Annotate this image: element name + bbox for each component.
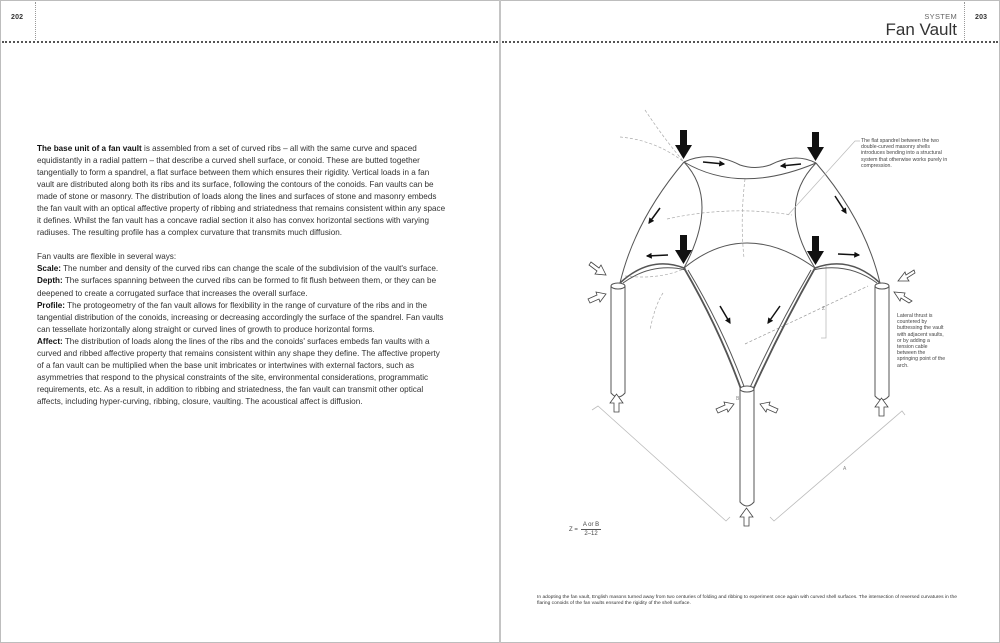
header-rule-left: [2, 41, 498, 43]
page-number-right: 203: [975, 14, 988, 21]
load-arrow-icon: [807, 236, 824, 265]
formula: [569, 522, 601, 537]
header-divider-left: [35, 2, 36, 40]
flex-text: The surfaces spanning between the curved ribs can be formed to fit flush between them, or they can be deepened to create a corrugated surface that increases the overall surface.: [37, 276, 437, 298]
flex-term: Depth:: [37, 276, 63, 286]
dimension-label-b: B: [736, 396, 740, 402]
thrust-arrow-icon: [898, 270, 915, 281]
thrust-arrow-icon: [716, 402, 734, 413]
formula-numerator: A or B: [582, 522, 600, 528]
formula-lhs: Z =: [569, 526, 578, 533]
thrust-arrow-icon: [894, 292, 912, 303]
dimension-label-z: Z: [822, 306, 826, 312]
leader-lines: [788, 141, 860, 215]
book-spine: [499, 0, 501, 643]
page-title: Fan Vault: [885, 20, 957, 39]
flow-arrows: [647, 162, 859, 323]
flex-term: Scale:: [37, 264, 61, 274]
construction-lines: [620, 110, 868, 344]
section-kicker: SYSTEM: [924, 12, 957, 21]
flex-term: Profile:: [37, 300, 65, 310]
thrust-arrow-icon: [740, 508, 753, 526]
annotation-lateral-thrust: Lateral thrust is countered by buttressing the vault with adjacent vaults, or by adding a tension cable between the springing point of the arch.: [897, 313, 946, 369]
flex-item-scale: [37, 263, 447, 275]
column-left: [611, 286, 625, 397]
flex-text: The distribution of loads along the lines of the ribs and the conoids' surfaces embeds fan vaults with a curved and ribbed affective property that remains consistent within any shape they define. The affective property of a fan vault can be multiplied when the base unit imbricates or intertwines with external factors, such as asymmetries that respond to the physical constraints of the site, environmental considerations, programmatic requirements, etc. As a result, in addition to ribbing and striatedness, the fan vault can transmit other optical affects, including hyper-curving, ribbing, closure, vaulting. The acoustical affect is diffusion.: [37, 336, 440, 406]
flex-intro: Fan vaults are flexible in several ways:: [37, 252, 177, 262]
intro-lead: The base unit of a fan vault: [37, 144, 142, 153]
flex-item-affect: [37, 336, 447, 408]
flex-item-profile: [37, 300, 447, 336]
columns: [611, 283, 889, 506]
load-arrow-icon: [807, 132, 824, 161]
thrust-arrow-icon: [589, 262, 606, 275]
flex-term: Affect:: [37, 336, 63, 346]
column-center: [740, 389, 754, 506]
page-number-left: 202: [11, 14, 24, 21]
annotation-spandrel: The flat spandrel between the two double-curved masonry shells introduces bending into a structural system that otherwise works purely in compression.: [861, 138, 948, 169]
formula-fraction: [581, 522, 601, 537]
thrust-arrow-icon: [760, 402, 778, 413]
formula-denominator: 2–12: [584, 531, 598, 537]
load-arrows: [675, 130, 824, 265]
figure-caption: In adopting the fan vault, English masons turned away from two centuries of folding and ribbing to experiment once again with curved shell surfaces. The intersection of reversed curvatures in the flaring conoids of the fan vaults ensured the rigidity of the shell surface.: [537, 595, 957, 607]
vault-shell: [620, 157, 880, 392]
flex-text: The protogeometry of the fan vault allows for flexibility in the range of curvature of the ribs and in the tangential distribution of the conoids, increasing or decreasing accordingly the surface of the spandrel. Fan vaults can tessellate horizontally along straight or curved lines of growth to produce horizontal forms.: [37, 300, 444, 334]
intro-paragraph: [37, 143, 447, 239]
load-arrow-icon: [675, 235, 692, 264]
column-right: [875, 286, 889, 400]
intro-text: is assembled from a set of curved ribs – all with the same curve and spaced equidistantly in a radial pattern – that describe a curved shell surface, or conoid. These are butted together tangentially to form a spandrel, a flat surface between them which ensures their rigidity. Vertical loads in a fan vault are distributed along both its ribs and its surface, following the contours of the conoids. Fan vaults can be made of stone or masonry. The distribution of loads along the lines and surfaces of stone and masonry embeds the fan vault with an optical affective property of ribbing and striatedness that remains consistent within any space it defines. Whilst the fan vault has a concave radial section it also has convex horizontal sections with varying radiuses. The resulting profile has a complex curvature that transmits much diffusion.: [37, 144, 446, 238]
header-rule-right: [502, 41, 998, 43]
flex-item-depth: [37, 275, 447, 299]
header-divider-right: [964, 2, 965, 40]
flex-text: The number and density of the curved ribs can change the scale of the subdivision of the vault's surface.: [60, 264, 439, 274]
dimension-label-a: A: [843, 466, 847, 472]
thrust-arrow-icon: [875, 398, 888, 416]
thrust-arrow-icon: [588, 292, 606, 303]
load-arrow-icon: [675, 130, 692, 159]
body-text: [37, 143, 447, 408]
